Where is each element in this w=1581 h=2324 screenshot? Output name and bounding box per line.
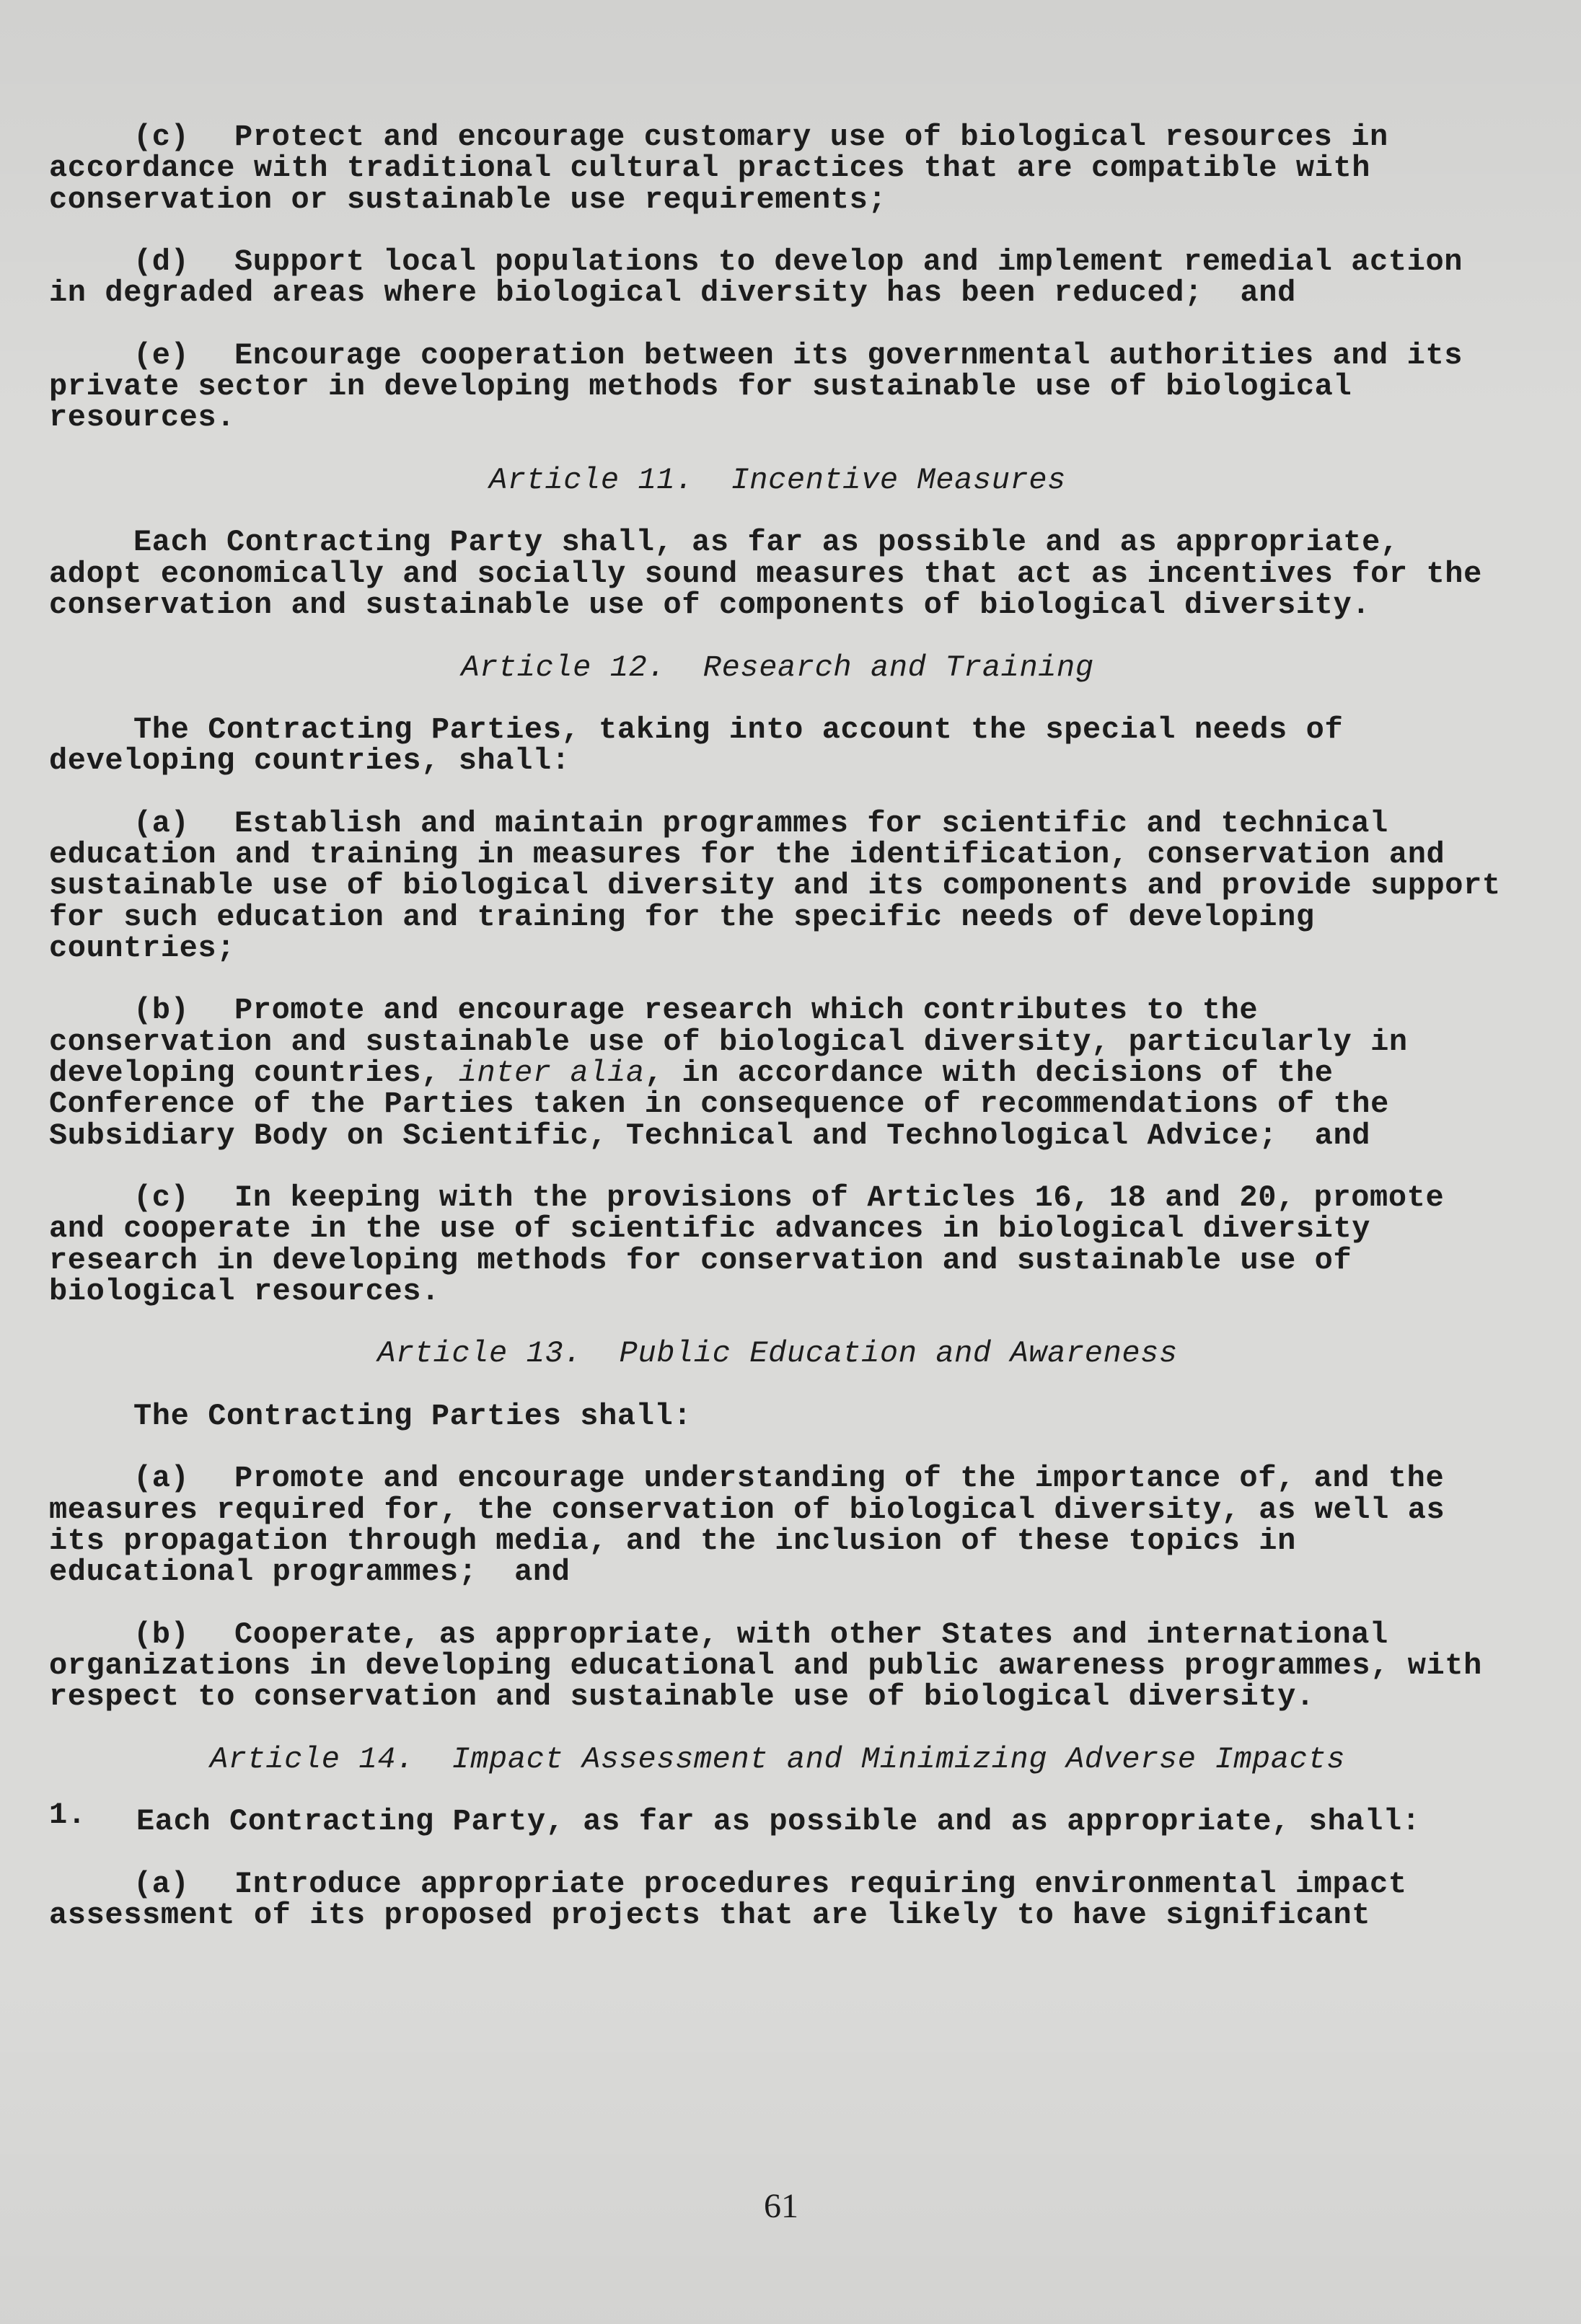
item-label: (e) [133,337,190,373]
article-heading: Article 13. Public Education and Awareness [377,1336,1178,1371]
page-number: 61 [764,2187,798,2225]
text-line: education and training in measures for the identification, conservation and [49,837,1445,872]
line-text: Support local populations to develop and implement remedial action [234,244,1463,280]
paragraph [49,1617,1506,1715]
line-text: Cooperate, as appropriate, with other States and international [234,1617,1388,1652]
paragraph [49,1798,1506,1839]
text-line: Conference of the Parties taken in consequence of recommendations of the [49,1087,1389,1122]
item-label: (a) [133,1461,190,1496]
item-label: (d) [133,244,190,280]
text-line: The Contracting Parties shall: [133,1398,692,1433]
text-line: The Contracting Parties, taking into account the special needs of [133,712,1344,748]
text-line [49,122,1506,153]
line-text: Protect and encourage customary use of biological resources in [234,120,1388,154]
item-label: (b) [133,1617,190,1652]
paragraph [49,1398,1506,1433]
paragraph [49,805,1506,966]
text-line: conservation or sustainable use requirements; [49,182,887,217]
text-line: for such education and training for the specific needs of developing [49,899,1315,935]
text-line: adopt economically and socially sound measures that act as incentives for the [49,556,1482,591]
text-line [49,337,1506,373]
text-line [49,1798,1506,1839]
text-line: organizations in developing educational and public awareness programmes, with [49,1648,1482,1684]
text-line [49,1866,1506,1901]
text-line: in degraded areas where biological diversity has been reduced; and [49,275,1296,311]
text-line [49,995,1506,1026]
text-line: Subsidiary Body on Scientific, Technical and Technological Advice; and [49,1118,1371,1153]
line-text: Introduce appropriate procedures requiring environmental impact [234,1866,1407,1901]
text-line: developing countries, shall: [49,743,571,779]
paragraph [49,122,1506,216]
line-text: , in accordance with decisions of the [644,1055,1334,1090]
paragraph [49,337,1506,436]
text-line [49,1617,1506,1652]
text-line: and cooperate in the use of scientific advances in biological diversity [49,1211,1371,1247]
item-label: (a) [133,805,190,841]
paragraph-number: 1. [49,1798,87,1833]
text-line: conservation and sustainable use of components of biological diversity. [49,587,1371,622]
text-line: respect to conservation and sustainable use of biological diversity. [49,1679,1315,1715]
text-line [49,1055,1506,1090]
text-line: countries; [49,930,236,966]
article-heading: Article 11. Incentive Measures [489,462,1066,498]
text-line: research in developing methods for conservation and sustainable use of [49,1242,1352,1278]
paragraph [49,1180,1506,1309]
text-line: biological resources. [49,1273,440,1309]
text-line: private sector in developing methods for sustainable use of biological [49,369,1352,405]
item-label: (a) [133,1866,190,1901]
line-text: In keeping with the provisions of Articles 16, 18 and 20, promote [234,1180,1445,1216]
paragraph [49,712,1506,779]
item-label: (b) [133,993,190,1028]
text-line [49,805,1506,841]
paragraph [49,527,1506,621]
text-line: Each Contracting Party shall, as far as possible and as appropriate, [133,525,1399,560]
text-line: its propagation through media, and the inclusion of these topics in [49,1523,1296,1558]
text-line: assessment of its proposed projects that are likely to have significant [49,1898,1371,1933]
text-line: measures required for, the conservation of biological diversity, as well as [49,1492,1445,1527]
line-text: Establish and maintain programmes for scientific and technical [234,805,1388,841]
text-line: sustainable use of biological diversity and its components and provide support [49,868,1501,903]
item-label: (c) [133,1180,190,1216]
article-heading: Article 12. Research and Training [461,650,1094,685]
line-text: developing countries, [49,1055,459,1090]
text-line: resources. [49,400,236,436]
paragraph [49,1463,1506,1588]
line-text: Promote and encourage research which contributes to the [234,993,1259,1028]
text-line: conservation and sustainable use of biological diversity, particularly in [49,1024,1408,1059]
text-line [49,1180,1506,1216]
line-text: Each Contracting Party, as far as possible and as appropriate, shall: [136,1804,1421,1839]
text-line: educational programmes; and [49,1555,571,1590]
line-text: Promote and encourage understanding of the importance of, and the [234,1461,1445,1496]
line-text: Encourage cooperation between its governmental authorities and its [234,337,1463,373]
text-line [49,1463,1506,1494]
italic-phrase: inter alia [458,1055,645,1090]
article-heading: Article 14. Impact Assessment and Minimizing Adverse Impacts [209,1741,1346,1777]
text-line: accordance with traditional cultural practices that are compatible with [49,151,1371,186]
text-line [49,244,1506,280]
document-body [49,122,1506,1931]
paragraph [49,1866,1506,1933]
item-label: (c) [133,120,190,154]
paragraph [49,244,1506,311]
paragraph [49,995,1506,1151]
